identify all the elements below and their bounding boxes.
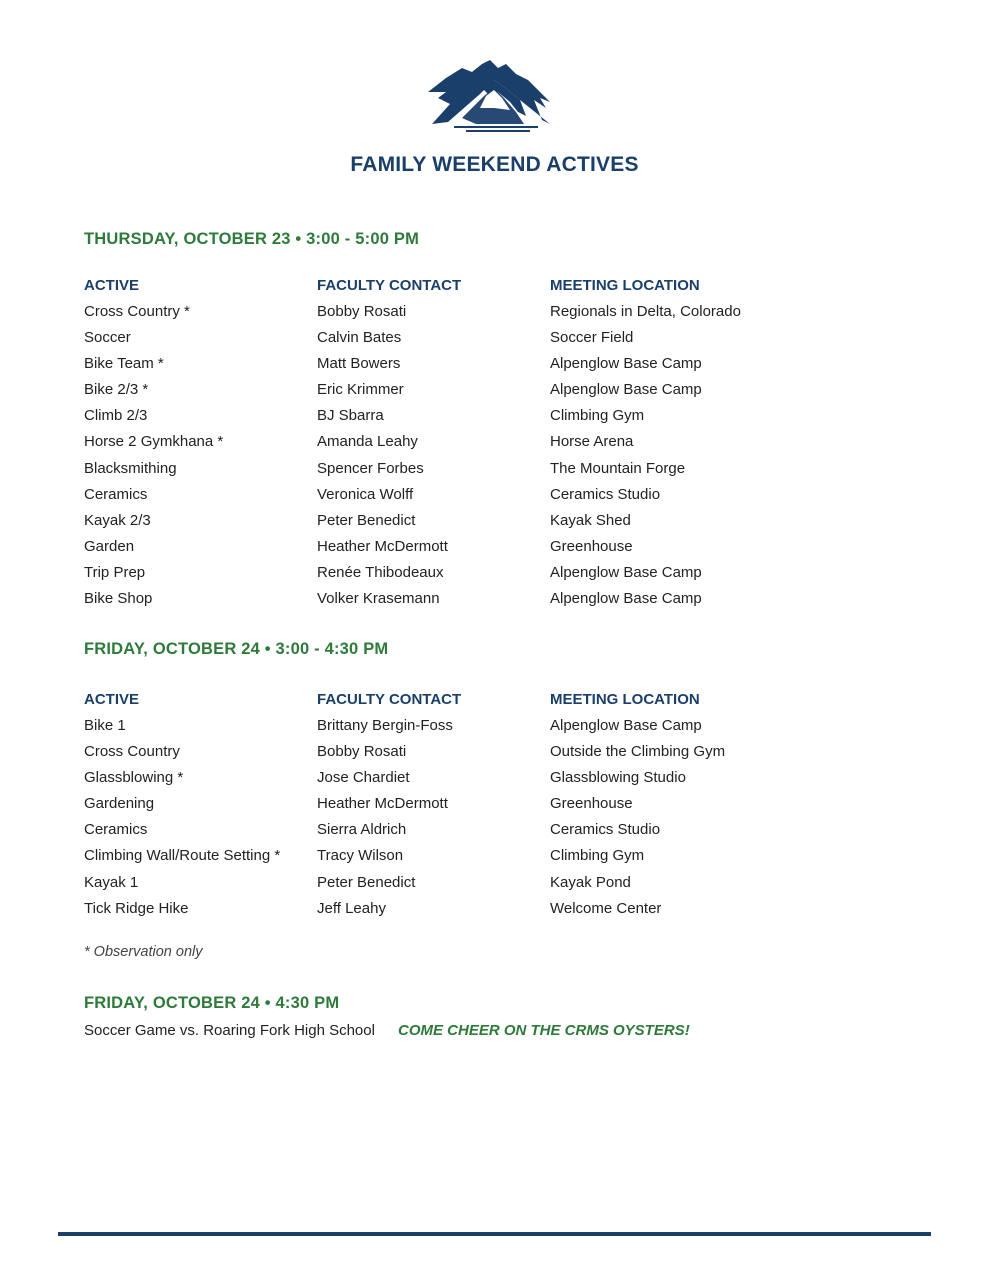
column-header-location: MEETING LOCATION xyxy=(550,691,700,708)
table-row xyxy=(84,303,844,329)
active-cell: Blacksmithing xyxy=(84,459,177,477)
column-header-faculty: FACULTY CONTACT xyxy=(317,277,462,294)
location-cell: Greenhouse xyxy=(550,537,633,555)
active-cell: Garden xyxy=(84,537,135,555)
faculty-cell: Heather McDermott xyxy=(317,537,448,555)
location-cell: Regionals in Delta, Colorado xyxy=(550,303,741,320)
active-cell: Ceramics xyxy=(84,485,148,503)
column-header-location: MEETING LOCATION xyxy=(550,277,700,294)
active-cell: Glassblowing * xyxy=(84,769,184,787)
table-row xyxy=(84,407,844,433)
location-cell: Climbing Gym xyxy=(550,847,645,865)
faculty-cell: Brittany Bergin-Foss xyxy=(317,717,453,734)
active-cell: Bike Shop xyxy=(84,590,153,608)
game-event: Soccer Game vs. Roaring Fork High School xyxy=(84,1022,375,1039)
active-cell: Bike 2/3 * xyxy=(84,381,149,399)
table-row xyxy=(84,874,844,900)
active-cell: Ceramics xyxy=(84,821,148,839)
schedule-table-thursday xyxy=(84,277,844,616)
active-cell: Soccer xyxy=(84,329,131,347)
table-row xyxy=(84,433,844,459)
location-cell: Welcome Center xyxy=(550,899,662,917)
table-row xyxy=(84,538,844,564)
table-header-row xyxy=(84,277,844,303)
observation-note: * Observation only xyxy=(84,944,203,960)
column-header-faculty: FACULTY CONTACT xyxy=(317,691,462,708)
faculty-cell: Volker Krasemann xyxy=(317,590,440,608)
table-row xyxy=(84,590,844,616)
location-cell: Horse Arena xyxy=(550,433,634,451)
faculty-cell: Heather McDermott xyxy=(317,795,448,813)
location-cell: Glassblowing Studio xyxy=(550,769,686,787)
table-row xyxy=(84,795,844,821)
active-cell: Cross Country xyxy=(84,743,180,761)
schedule-table-friday xyxy=(84,691,844,926)
location-cell: Alpenglow Base Camp xyxy=(550,717,702,734)
faculty-cell: Spencer Forbes xyxy=(317,459,424,477)
table-row xyxy=(84,717,844,743)
section-heading-friday: FRIDAY, OCTOBER 24 • 3:00 - 4:30 PM xyxy=(84,640,389,658)
table-row xyxy=(84,564,844,590)
location-cell: Alpenglow Base Camp xyxy=(550,563,702,581)
faculty-cell: Peter Benedict xyxy=(317,511,416,529)
table-row xyxy=(84,329,844,355)
faculty-cell: Jose Chardiet xyxy=(317,769,410,787)
active-cell: Climbing Wall/Route Setting * xyxy=(84,847,281,865)
table-row xyxy=(84,821,844,847)
active-cell: Horse 2 Gymkhana * xyxy=(84,433,224,451)
table-row xyxy=(84,512,844,538)
section-heading-thursday: THURSDAY, OCTOBER 23 • 3:00 - 5:00 PM xyxy=(84,230,420,248)
faculty-cell: BJ Sbarra xyxy=(317,407,384,425)
active-cell: Cross Country * xyxy=(84,303,190,320)
page-title: FAMILY WEEKEND ACTIVES xyxy=(350,153,639,176)
location-cell: Alpenglow Base Camp xyxy=(550,381,702,399)
table-row xyxy=(84,847,844,873)
location-cell: Climbing Gym xyxy=(550,407,645,425)
faculty-cell: Renée Thibodeaux xyxy=(317,563,444,581)
location-cell: Greenhouse xyxy=(550,795,633,813)
location-cell: Soccer Field xyxy=(550,329,634,347)
faculty-cell: Matt Bowers xyxy=(317,355,401,373)
table-row xyxy=(84,769,844,795)
location-cell: Kayak Pond xyxy=(550,873,631,891)
active-cell: Trip Prep xyxy=(84,563,146,581)
table-row xyxy=(84,355,844,381)
active-cell: Gardening xyxy=(84,795,155,813)
column-header-active: ACTIVE xyxy=(84,691,140,708)
location-cell: Ceramics Studio xyxy=(550,485,661,503)
location-cell: Outside the Climbing Gym xyxy=(550,743,726,761)
faculty-cell: Amanda Leahy xyxy=(317,433,418,451)
section-heading-game: FRIDAY, OCTOBER 24 • 4:30 PM xyxy=(84,994,340,1012)
location-cell: Kayak Shed xyxy=(550,511,631,529)
location-cell: The Mountain Forge xyxy=(550,459,686,477)
mountain-logo-icon xyxy=(424,58,556,134)
table-header-row xyxy=(84,691,844,717)
faculty-cell: Eric Krimmer xyxy=(317,381,404,399)
faculty-cell: Sierra Aldrich xyxy=(317,821,407,839)
faculty-cell: Jeff Leahy xyxy=(317,899,386,917)
faculty-cell: Calvin Bates xyxy=(317,329,402,347)
faculty-cell: Tracy Wilson xyxy=(317,847,404,865)
active-cell: Kayak 2/3 xyxy=(84,511,151,529)
active-cell: Climb 2/3 xyxy=(84,407,148,425)
column-header-active: ACTIVE xyxy=(84,277,140,294)
table-row xyxy=(84,381,844,407)
table-row xyxy=(84,743,844,769)
faculty-cell: Peter Benedict xyxy=(317,873,416,891)
table-row xyxy=(84,486,844,512)
faculty-cell: Bobby Rosati xyxy=(317,303,407,320)
table-row xyxy=(84,460,844,486)
location-cell: Alpenglow Base Camp xyxy=(550,355,702,373)
location-cell: Alpenglow Base Camp xyxy=(550,590,702,608)
active-cell: Kayak 1 xyxy=(84,873,139,891)
footer-divider xyxy=(58,1232,931,1236)
table-row xyxy=(84,900,844,926)
cheer-callout: COME CHEER ON THE CRMS OYSTERS! xyxy=(398,1022,690,1039)
active-cell: Bike 1 xyxy=(84,717,126,734)
location-cell: Ceramics Studio xyxy=(550,821,661,839)
active-cell: Tick Ridge Hike xyxy=(84,899,189,917)
faculty-cell: Bobby Rosati xyxy=(317,743,407,761)
active-cell: Bike Team * xyxy=(84,355,164,373)
faculty-cell: Veronica Wolff xyxy=(317,485,414,503)
